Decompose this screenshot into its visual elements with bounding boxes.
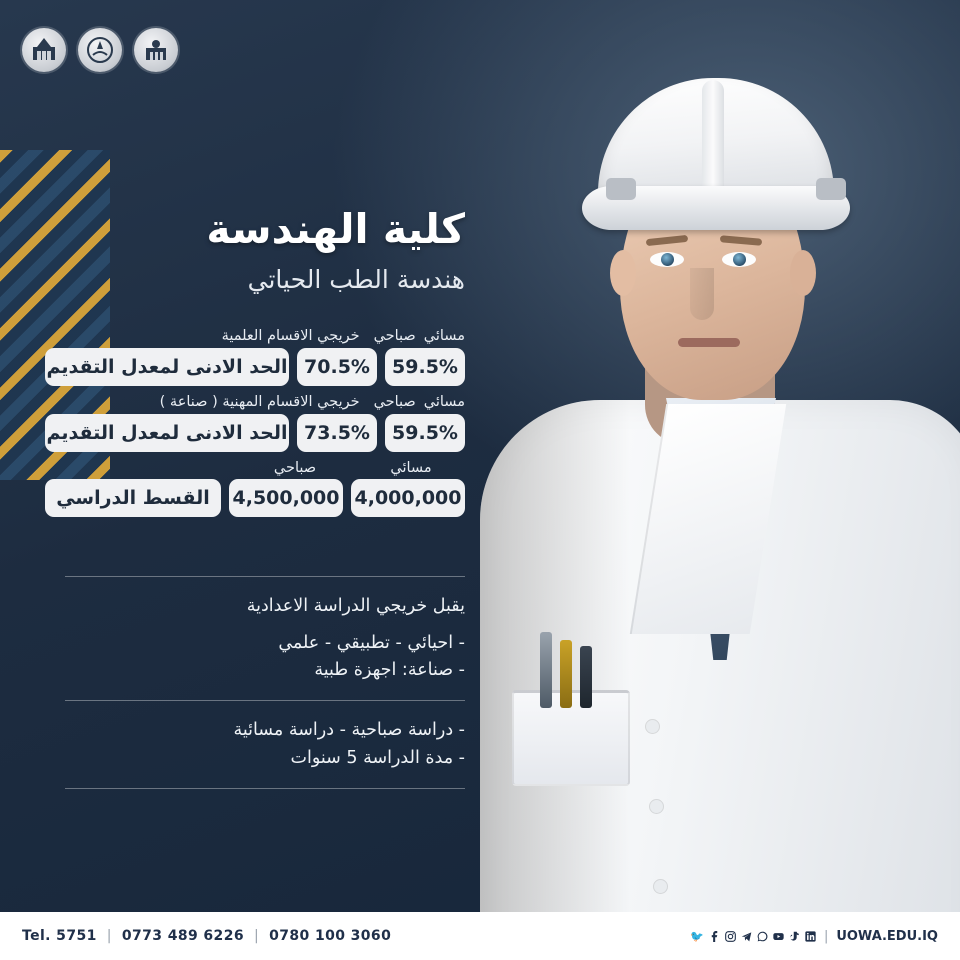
note-line: - مدة الدراسة 5 سنوات [290,747,465,768]
info-row [45,414,465,452]
divider-bottom [65,788,465,789]
shift-col-evening [424,394,465,414]
phone-number-1[interactable]: 0773 489 6226 [121,928,244,944]
value-morning: 4,500,000 [229,479,343,517]
mouth [678,338,740,347]
coat-button-2 [650,800,663,813]
page-subtitle: هندسة الطب الحياتي [247,265,465,294]
helmet-clip-left [606,178,636,200]
ear-left [610,250,636,296]
helmet-clip-right [816,178,846,200]
college-logo [134,28,178,72]
tel-label: Tel. 5751 [22,928,97,944]
facebook-icon[interactable]: 🐦 [690,929,704,943]
value-evening: 59.5% [385,414,465,452]
admission-info-table [45,328,465,525]
note-line: - احيائي - تطبيقي - علمي [278,633,465,654]
phone-number-2[interactable]: 0780 100 3060 [269,928,392,944]
helmet-ridge [702,80,724,200]
pocket-tool-3 [580,646,592,708]
youtube-icon[interactable] [773,931,784,942]
info-row-header [45,328,465,348]
pocket-tool-2 [560,640,572,708]
info-row-header [45,394,465,414]
note-line: - صناعة: اجهزة طبية [314,660,465,681]
shift-label-evening: مسائي [423,328,465,344]
coat-button-1 [646,720,659,733]
coat-button-3 [654,880,667,893]
pocket-tool-1 [540,632,552,708]
eye-right [722,252,756,267]
shift-col-morning [374,394,416,414]
row-caption: خريجي الاقسام العلمية [221,328,360,344]
shift-label-morning: صباحي [373,328,416,344]
facebook-icon[interactable] [709,931,720,942]
tiktok-icon[interactable] [789,931,800,942]
footer-social [690,929,938,944]
shift-col-evening [357,460,465,479]
shift-col-morning [241,460,349,479]
shift-col-morning [374,328,416,348]
eye-left [650,252,684,267]
social-icon-row [690,931,816,942]
value-evening: 4,000,000 [351,479,465,517]
divider-top [65,576,465,577]
nose [690,268,714,320]
info-row-group [45,394,465,452]
instagram-icon[interactable] [725,931,736,942]
footer-contact [22,928,391,944]
row-label: الحد الادنى لمعدل التقديم [45,414,289,452]
page-title: كلية الهندسة [206,205,465,253]
shift-label-evening: مسائي [390,460,432,476]
footer-separator-3: | [823,928,829,944]
university-logo [78,28,122,72]
telegram-icon[interactable] [741,931,752,942]
footer-bar [0,912,960,960]
value-morning: 73.5% [297,414,377,452]
engineer-photo [420,0,960,960]
notes-section [65,560,465,805]
row-label: القسط الدراسي [45,479,221,517]
logo-row [22,28,178,72]
lab-coat-shadow [480,400,630,960]
ear-right [790,250,816,296]
shift-col-evening [424,328,465,348]
linkedin-icon[interactable] [805,931,816,942]
value-morning: 70.5% [297,348,377,386]
shift-label-morning: صباحي [273,460,317,476]
shift-label-evening: مسائي [423,394,465,410]
footer-separator-2: | [253,928,260,944]
row-caption: خريجي الاقسام المهنية ( صناعة ) [159,394,360,410]
divider-middle [65,700,465,701]
info-row [45,479,465,517]
footer-separator-1: | [106,928,112,944]
value-evening: 59.5% [385,348,465,386]
info-row-group [45,328,465,386]
website-link[interactable]: UOWA.EDU.IQ [836,928,938,944]
note-line: يقبل خريجي الدراسة الاعدادية [246,596,465,616]
shift-label-morning: صباحي [373,394,416,410]
row-label: الحد الادنى لمعدل التقديم [45,348,289,386]
info-row-group [45,460,465,517]
whatsapp-icon[interactable] [757,931,768,942]
info-row [45,348,465,386]
note-line: - دراسة صباحية - دراسة مسائية [233,720,465,741]
ministry-logo [22,28,66,72]
info-row-header [45,460,465,479]
